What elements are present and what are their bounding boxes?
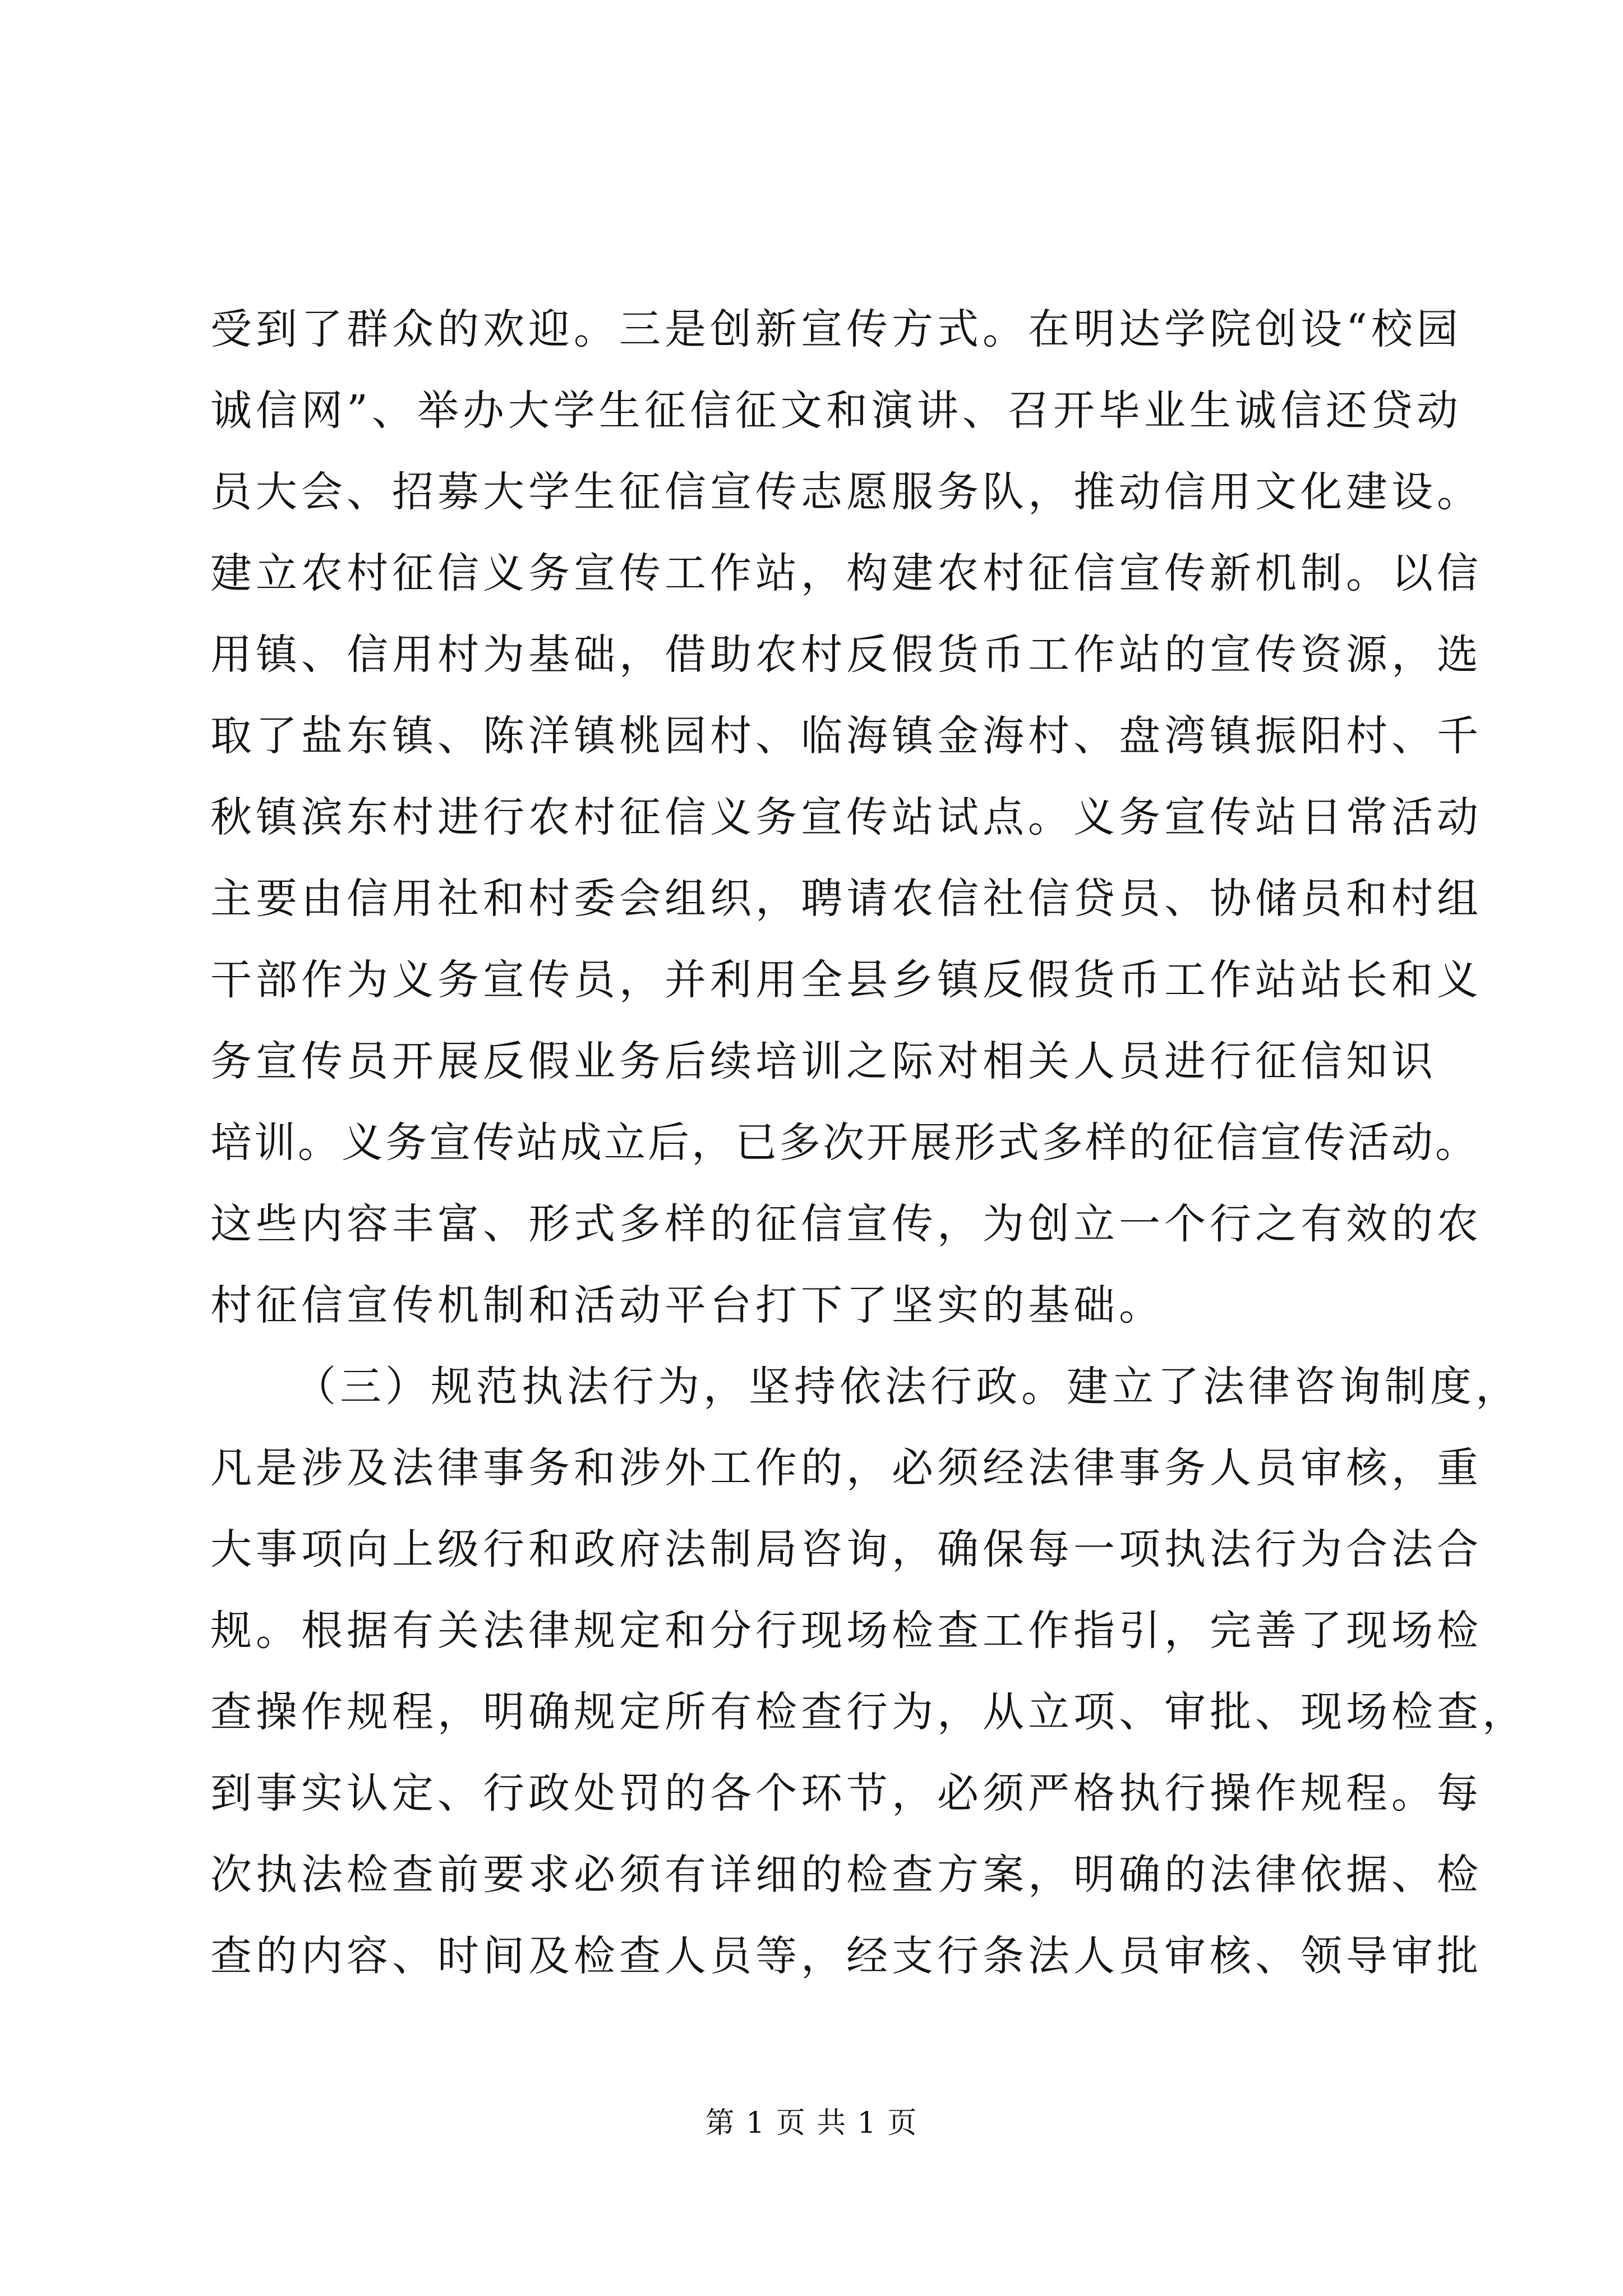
text-line: 到事实认定、行政处罚的各个环节，必须严格执行操作规程。每 [210, 1769, 1482, 1818]
text-line: 规。根据有关法律规定和分行现场检查工作指引，完善了现场检 [210, 1607, 1482, 1655]
page-number-footer: 第 1 页 共 1 页 [705, 2106, 918, 2140]
text-line: 这些内容丰富、形式多样的征信宣传，为创立一个行之有效的农 [210, 1200, 1482, 1248]
text-line: 用镇、信用村为基础，借助农村反假货币工作站的宣传资源，选 [210, 631, 1482, 679]
text-line: 受到了群众的欢迎。三是创新宣传方式。在明达学院创设“校园 [210, 305, 1462, 353]
text-line: 员大会、招募大学生征信宣传志愿服务队，推动信用文化建设。 [210, 468, 1482, 516]
text-line: 建立农村征信义务宣传工作站，构建农村征信宣传新机制。以信 [210, 549, 1482, 597]
text-line: 取了盐东镇、陈洋镇桃园村、临海镇金海村、盘湾镇振阳村、千 [210, 712, 1482, 760]
text-line: 凡是涉及法律事务和涉外工作的，必须经法律事务人员审核，重 [210, 1444, 1482, 1492]
text-line: 村征信宣传机制和活动平台打下了坚实的基础。 [210, 1281, 1164, 1329]
text-line: 大事项向上级行和政府法制局咨询，确保每一项执法行为合法合 [210, 1525, 1482, 1573]
text-line: 主要由信用社和村委会组织，聘请农信社信贷员、协储员和村组 [210, 875, 1482, 923]
text-line: 查操作规程，明确规定所有检查行为，从立项、审批、现场检查， [210, 1688, 1528, 1736]
text-line: 干部作为义务宣传员，并利用全县乡镇反假货币工作站站长和义 [210, 956, 1482, 1004]
text-line: 培训。义务宣传站成立后，已多次开展形式多样的征信宣传活动。 [210, 1119, 1479, 1167]
text-line: 务宣传员开展反假业务后续培训之际对相关人员进行征信知识 [210, 1037, 1437, 1085]
paragraph-first-line: （三）规范执法行为，坚持依法行政。建立了法律咨询制度， [294, 1363, 1521, 1411]
body-text [210, 289, 1528, 1997]
text-line: 次执法检查前要求必须有详细的检查方案，明确的法律依据、检 [210, 1851, 1482, 1899]
text-line: 秋镇滨东村进行农村征信义务宣传站试点。义务宣传站日常活动 [210, 793, 1482, 841]
text-line: 诚信网”、举办大学生征信征文和演讲、召开毕业生诚信还贷动 [210, 386, 1462, 435]
text-line: 查的内容、时间及检查人员等，经支行条法人员审核、领导审批 [210, 1932, 1482, 1980]
